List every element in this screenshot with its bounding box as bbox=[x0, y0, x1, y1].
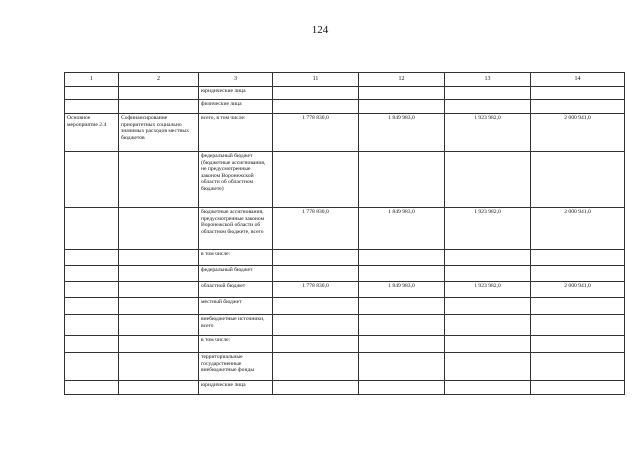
value-cell-2022 bbox=[445, 250, 531, 266]
funding-source-cell: юридические лица bbox=[199, 381, 273, 395]
value-cell-2021 bbox=[359, 353, 445, 381]
funding-source-cell: всего, в том числе: bbox=[199, 114, 273, 152]
funding-source-cell: физические лица bbox=[199, 100, 273, 114]
value-cell-2022: 1 923 982,0 bbox=[445, 282, 531, 298]
value-cell-2021: 1 849 983,0 bbox=[359, 282, 445, 298]
value-cell-2022 bbox=[445, 298, 531, 315]
value-cell-2020 bbox=[273, 266, 359, 282]
description-cell bbox=[119, 336, 199, 353]
value-cell-2021: 1 849 983,0 bbox=[359, 208, 445, 250]
activity-cell bbox=[65, 87, 119, 100]
value-cell-2020: 1 778 830,0 bbox=[273, 208, 359, 250]
table-row bbox=[65, 298, 625, 315]
value-cell-2021 bbox=[359, 152, 445, 208]
table-row bbox=[65, 152, 625, 208]
activity-cell bbox=[65, 336, 119, 353]
value-cell-2021: 1 849 983,0 bbox=[359, 114, 445, 152]
value-cell-2021 bbox=[359, 250, 445, 266]
header-cell: 3 bbox=[199, 73, 273, 87]
activity-cell bbox=[65, 353, 119, 381]
value-cell-2021 bbox=[359, 100, 445, 114]
value-cell-2023 bbox=[531, 100, 625, 114]
activity-cell bbox=[65, 266, 119, 282]
table-row bbox=[65, 87, 625, 100]
value-cell-2020 bbox=[273, 87, 359, 100]
value-cell-2020: 1 778 830,0 bbox=[273, 282, 359, 298]
value-cell-2020 bbox=[273, 336, 359, 353]
funding-source-cell: в том числе: bbox=[199, 336, 273, 353]
value-cell-2020 bbox=[273, 381, 359, 395]
activity-cell bbox=[65, 315, 119, 336]
table-row bbox=[65, 381, 625, 395]
value-cell-2023 bbox=[531, 336, 625, 353]
value-cell-2023: 2 000 941,0 bbox=[531, 282, 625, 298]
header-cell: 1 bbox=[65, 73, 119, 87]
table-row bbox=[65, 315, 625, 336]
funding-source-cell: юридические лица bbox=[199, 87, 273, 100]
activity-cell bbox=[65, 381, 119, 395]
table-row bbox=[65, 114, 625, 152]
description-cell bbox=[119, 282, 199, 298]
value-cell-2023 bbox=[531, 298, 625, 315]
value-cell-2023 bbox=[531, 381, 625, 395]
funding-source-cell: внебюджетные источники, всего bbox=[199, 315, 273, 336]
activity-cell bbox=[65, 100, 119, 114]
value-cell-2023 bbox=[531, 266, 625, 282]
activity-cell bbox=[65, 208, 119, 250]
description-cell bbox=[119, 100, 199, 114]
value-cell-2020 bbox=[273, 353, 359, 381]
description-cell bbox=[119, 250, 199, 266]
value-cell-2020 bbox=[273, 298, 359, 315]
description-cell bbox=[119, 298, 199, 315]
value-cell-2023: 2 000 941,0 bbox=[531, 114, 625, 152]
value-cell-2023 bbox=[531, 315, 625, 336]
value-cell-2023 bbox=[531, 87, 625, 100]
value-cell-2021 bbox=[359, 381, 445, 395]
value-cell-2022 bbox=[445, 266, 531, 282]
description-cell bbox=[119, 208, 199, 250]
funding-source-cell: в том числе: bbox=[199, 250, 273, 266]
table-row bbox=[65, 353, 625, 381]
table-row bbox=[65, 100, 625, 114]
value-cell-2022: 1 923 982,0 bbox=[445, 208, 531, 250]
value-cell-2023 bbox=[531, 250, 625, 266]
funding-source-cell: федеральный бюджет bbox=[199, 266, 273, 282]
value-cell-2020: 1 778 830,0 bbox=[273, 114, 359, 152]
activity-cell bbox=[65, 298, 119, 315]
activity-cell bbox=[65, 282, 119, 298]
table-row bbox=[65, 282, 625, 298]
description-cell bbox=[119, 266, 199, 282]
description-cell bbox=[119, 381, 199, 395]
value-cell-2021 bbox=[359, 315, 445, 336]
description-cell: Софинансирование приоритетных социально значимых расходов местных бюджетов bbox=[119, 114, 199, 152]
value-cell-2023 bbox=[531, 152, 625, 208]
value-cell-2020 bbox=[273, 315, 359, 336]
table-row bbox=[65, 208, 625, 250]
description-cell bbox=[119, 315, 199, 336]
funding-source-cell: местный бюджет bbox=[199, 298, 273, 315]
activity-cell: Основное мероприятие 2.4 bbox=[65, 114, 119, 152]
value-cell-2022: 1 923 982,0 bbox=[445, 114, 531, 152]
value-cell-2023 bbox=[531, 353, 625, 381]
header-cell: 14 bbox=[531, 73, 625, 87]
funding-source-cell: территориальные государственные внебюджетные фонды bbox=[199, 353, 273, 381]
value-cell-2020 bbox=[273, 100, 359, 114]
funding-source-cell: федеральный бюджет (бюджетные ассигнования, не предусмотренные законом Воронежской области об областном бюджете) bbox=[199, 152, 273, 208]
value-cell-2022 bbox=[445, 336, 531, 353]
budget-table bbox=[64, 72, 625, 395]
header-cell: 13 bbox=[445, 73, 531, 87]
value-cell-2020 bbox=[273, 250, 359, 266]
description-cell bbox=[119, 353, 199, 381]
table-row bbox=[65, 336, 625, 353]
funding-source-cell: областной бюджет bbox=[199, 282, 273, 298]
value-cell-2022 bbox=[445, 100, 531, 114]
funding-source-cell: бюджетные ассигнования, предусмотренные законом Воронежской области об областном бюджете, всего bbox=[199, 208, 273, 250]
value-cell-2022 bbox=[445, 315, 531, 336]
value-cell-2021 bbox=[359, 336, 445, 353]
value-cell-2022 bbox=[445, 381, 531, 395]
value-cell-2021 bbox=[359, 298, 445, 315]
value-cell-2023: 2 000 941,0 bbox=[531, 208, 625, 250]
header-cell: 12 bbox=[359, 73, 445, 87]
description-cell bbox=[119, 87, 199, 100]
table-row bbox=[65, 250, 625, 266]
activity-cell bbox=[65, 152, 119, 208]
value-cell-2021 bbox=[359, 87, 445, 100]
value-cell-2020 bbox=[273, 152, 359, 208]
page-number: 124 bbox=[311, 24, 329, 36]
header-cell: 11 bbox=[273, 73, 359, 87]
value-cell-2022 bbox=[445, 87, 531, 100]
activity-cell bbox=[65, 250, 119, 266]
header-row bbox=[65, 73, 625, 87]
value-cell-2021 bbox=[359, 266, 445, 282]
table-row bbox=[65, 266, 625, 282]
header-cell: 2 bbox=[119, 73, 199, 87]
value-cell-2022 bbox=[445, 152, 531, 208]
value-cell-2022 bbox=[445, 353, 531, 381]
description-cell bbox=[119, 152, 199, 208]
